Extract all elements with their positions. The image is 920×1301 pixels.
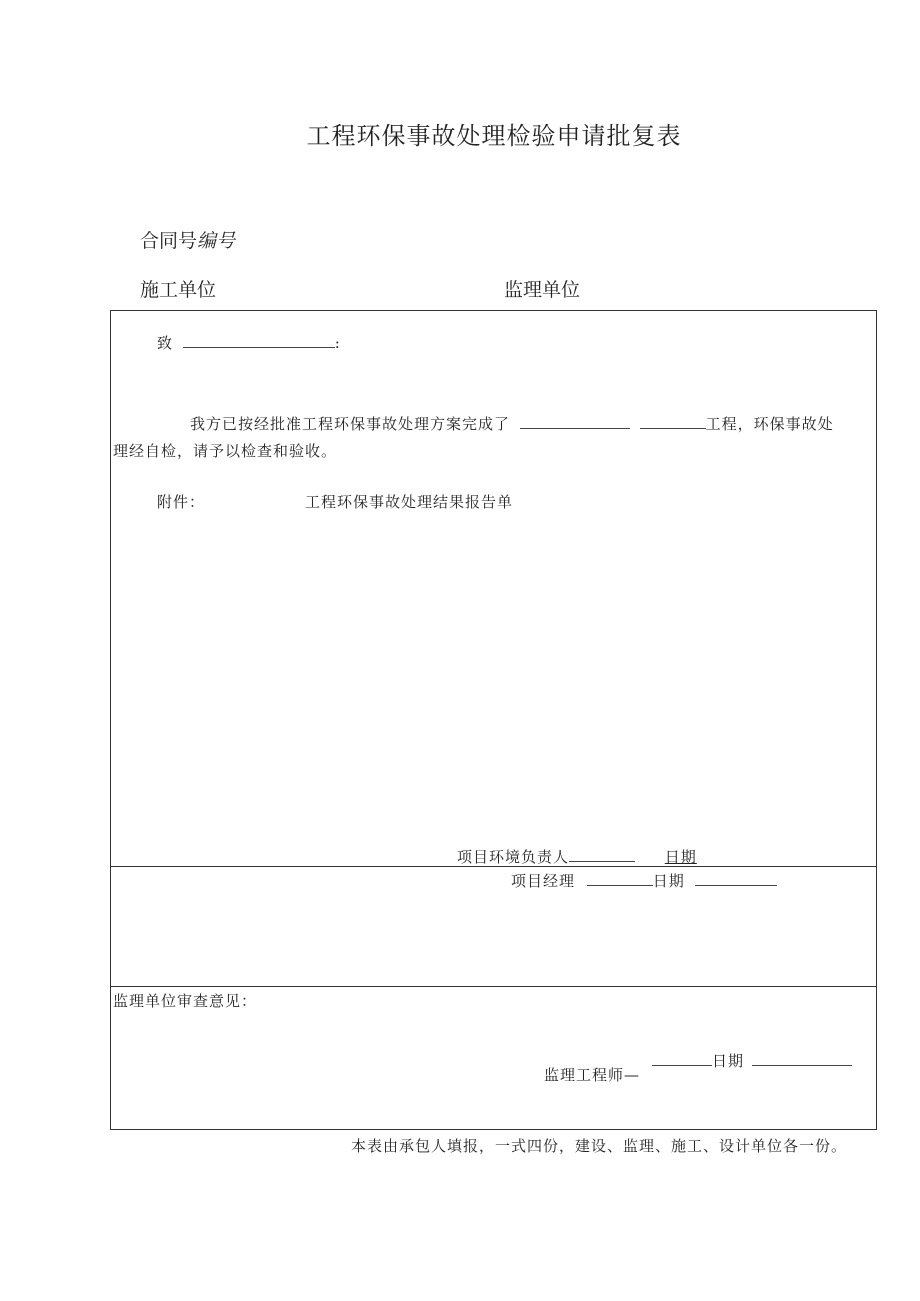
attachment-label: 附件： <box>157 493 206 511</box>
env-manager-label: 项目环境负责人 <box>457 848 570 866</box>
project-name-blank-2[interactable] <box>640 414 706 429</box>
supervisor-label: 监理单位 <box>504 279 581 301</box>
serial-no-label: 编号 <box>197 230 236 252</box>
body-line2: 理经自检，请予以检查和验收。 <box>113 442 338 460</box>
manager-date-label: 日期 <box>652 872 685 890</box>
project-name-blank[interactable] <box>520 414 630 429</box>
engineer-date-blank[interactable] <box>752 1051 852 1066</box>
env-manager-blank[interactable] <box>569 847 635 862</box>
manager-label: 项目经理 <box>511 872 576 890</box>
contract-no-label: 合同号 <box>140 230 198 252</box>
engineer-blank[interactable] <box>652 1051 712 1066</box>
contractor-label: 施工单位 <box>140 279 217 301</box>
footer-note: 本表由承包人填报，一式四份，建设、监理、施工、设计单位各一份。 <box>351 1137 848 1155</box>
page-title: 工程环保事故处理检验申请批复表 <box>306 122 682 150</box>
body-line-1 <box>190 413 834 434</box>
addressee-row <box>157 332 341 353</box>
row-divider-2 <box>110 986 877 987</box>
to-label: 致 <box>157 334 174 352</box>
engineer-date-label: 日期 <box>712 1052 745 1070</box>
manager-row <box>511 870 777 891</box>
env-date-label: 日期 <box>664 848 697 866</box>
env-manager-row <box>457 846 697 867</box>
opinion-label: 监理单位审查意见： <box>113 992 258 1010</box>
body-line1-post: 工程，环保事故处 <box>705 415 834 433</box>
to-colon: : <box>334 334 341 352</box>
engineer-sign-row <box>652 1050 852 1071</box>
engineer-label: 监理工程师— <box>544 1066 641 1084</box>
manager-blank[interactable] <box>587 871 653 886</box>
contract-number-row <box>140 226 235 253</box>
addressee-blank[interactable] <box>183 333 335 348</box>
attachment-value: 工程环保事故处理结果报告单 <box>305 493 514 511</box>
manager-date-blank[interactable] <box>695 871 777 886</box>
body-line1-pre: 我方已按经批准工程环保事故处理方案完成了 <box>190 415 511 433</box>
